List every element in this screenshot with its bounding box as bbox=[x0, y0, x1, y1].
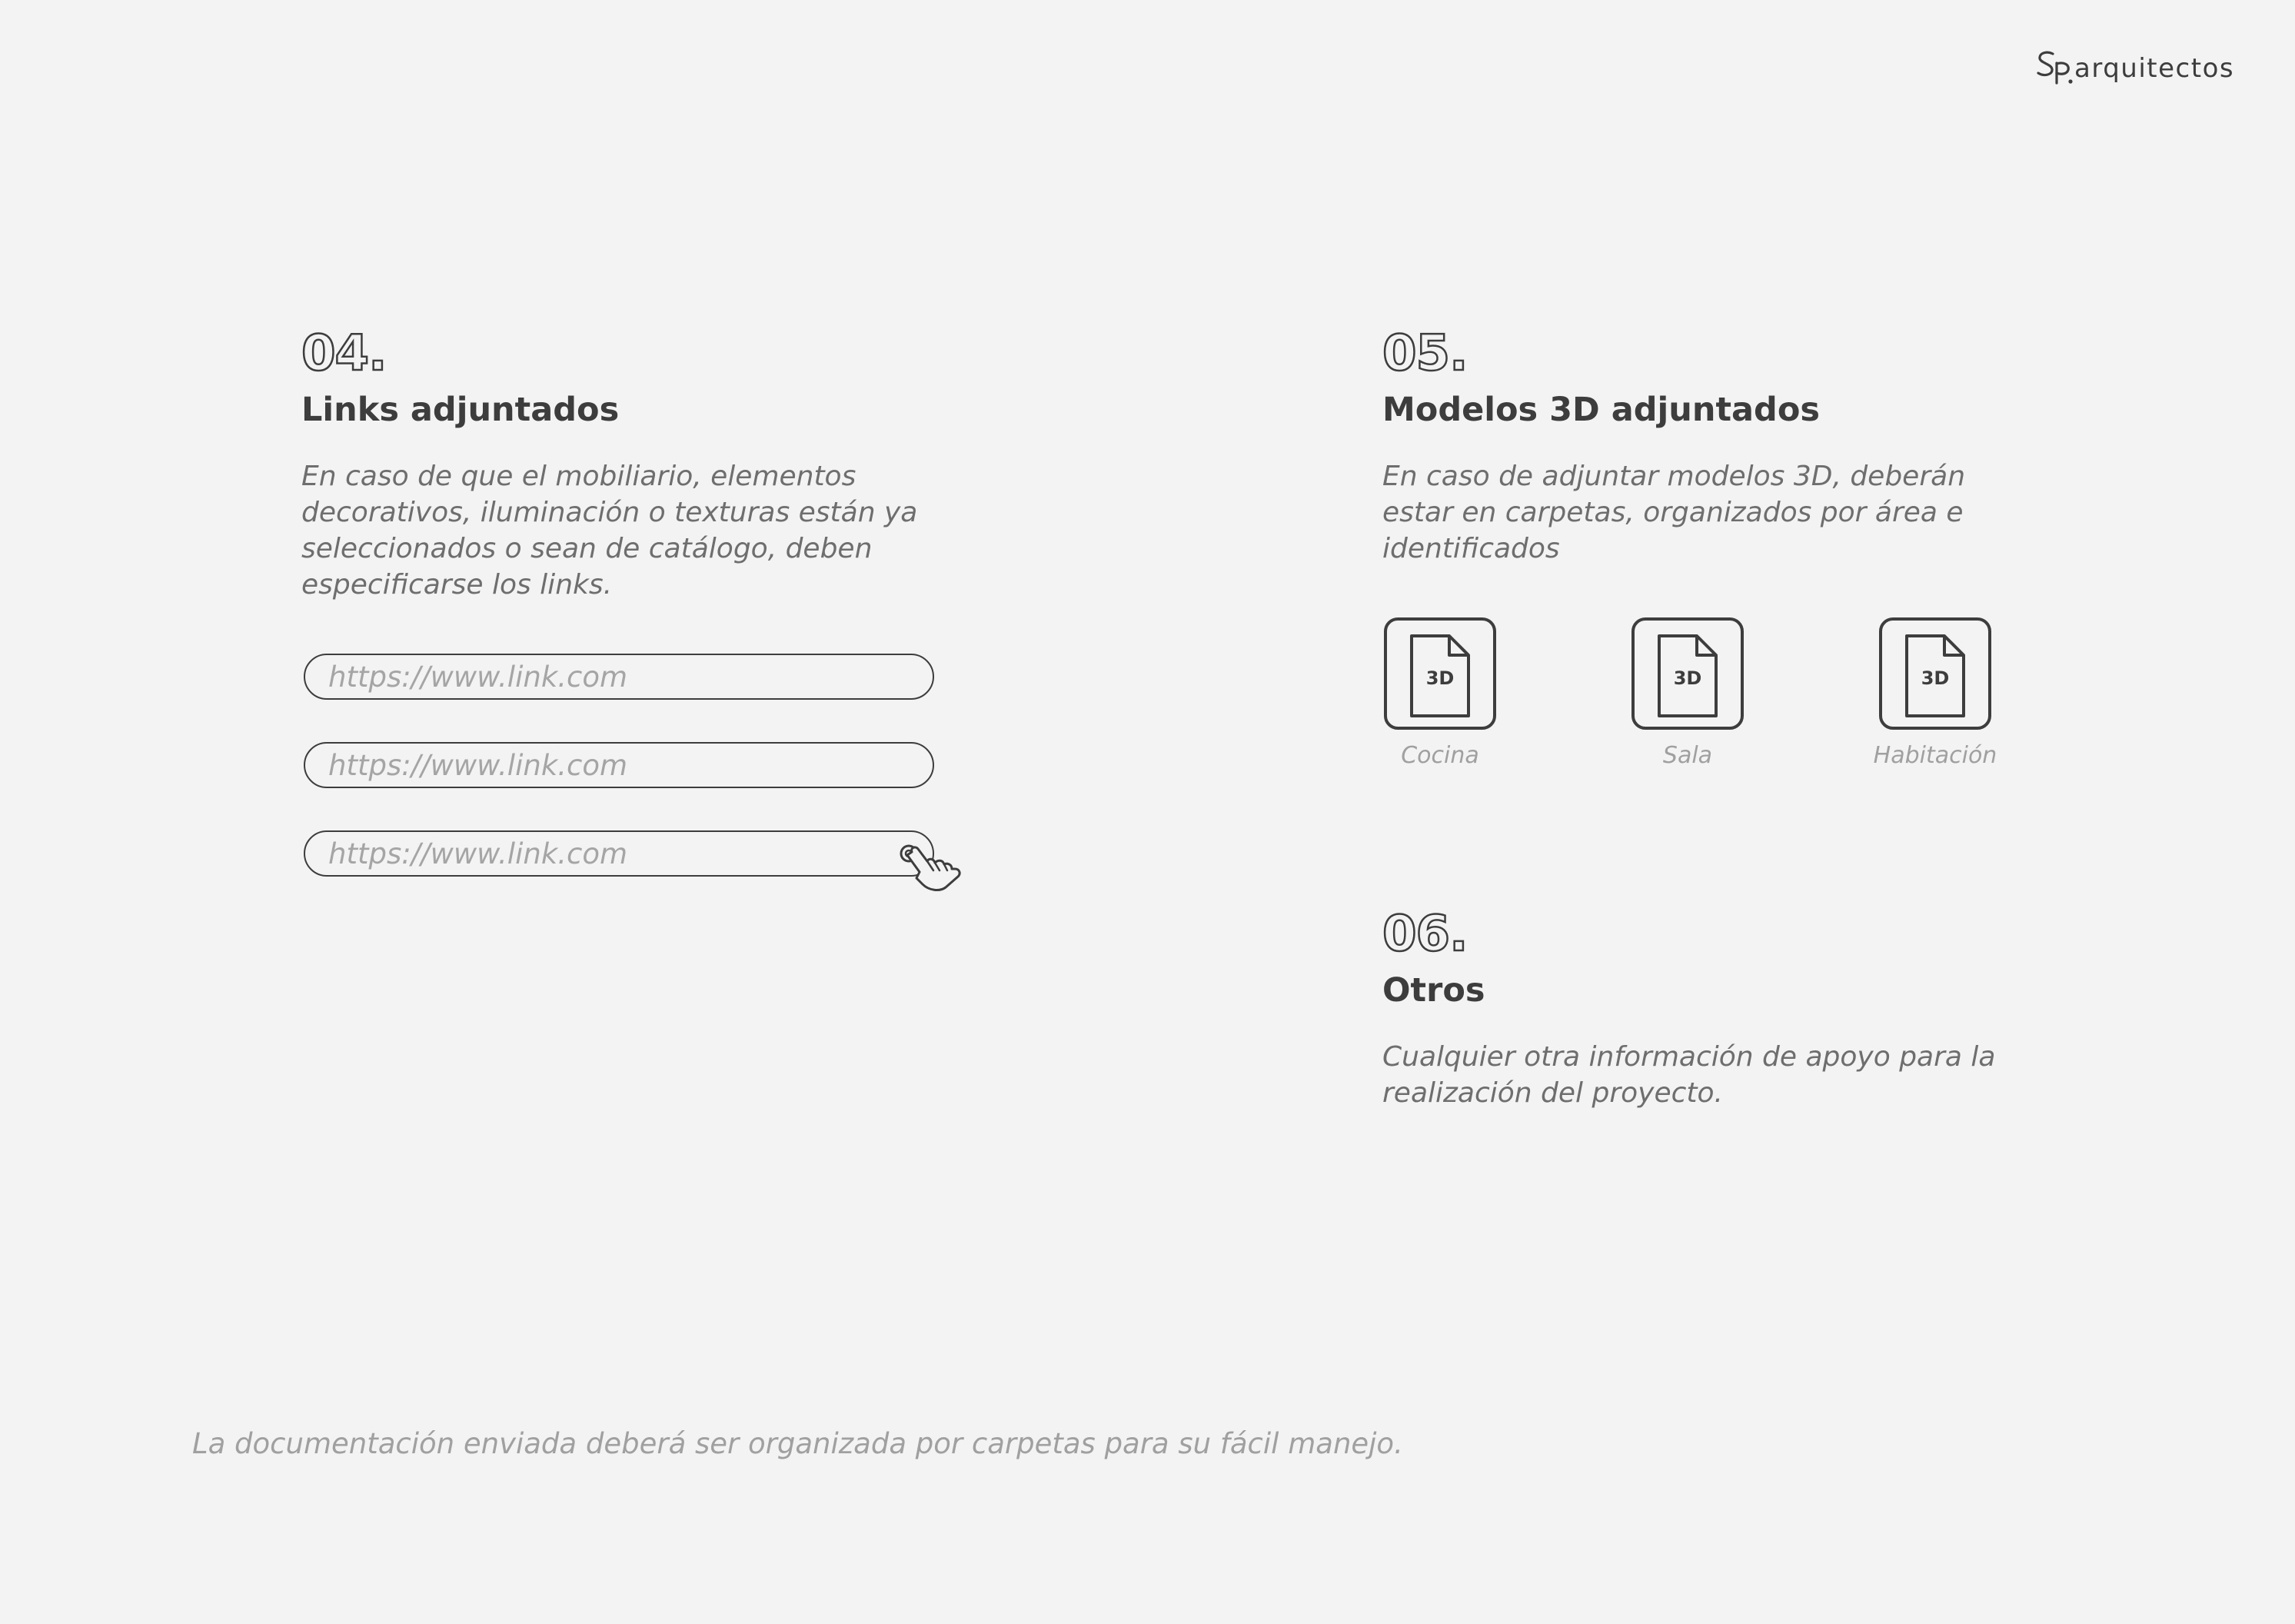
link-placeholder: https://www.link.com bbox=[328, 837, 628, 870]
section-3d-models bbox=[1382, 325, 2044, 567]
section-others bbox=[1382, 906, 2044, 1111]
section-title: Otros bbox=[1382, 971, 1485, 1010]
section-description: En caso de adjuntar modelos 3D, deberán estar en carpetas, organizados por área e identificados bbox=[1382, 460, 1966, 564]
section-title: Modelos 3D adjuntados bbox=[1382, 391, 1820, 429]
section-number: 06. bbox=[1382, 906, 1468, 963]
file-3d-tile[interactable] bbox=[1631, 617, 1744, 730]
file-caption: Habitación bbox=[1873, 742, 1997, 769]
section-title: Links adjuntados bbox=[301, 391, 620, 429]
file-3d-tile[interactable] bbox=[1879, 617, 1991, 730]
file-3d-icon bbox=[1409, 634, 1471, 718]
brand-logo bbox=[2036, 49, 2234, 85]
section-links bbox=[301, 325, 963, 603]
section-description: En caso de que el mobiliario, elementos decorativos, iluminación o texturas están ya seleccionados o sean de catálogo, deben especificarse los links. bbox=[301, 460, 918, 601]
link-placeholder: https://www.link.com bbox=[328, 660, 628, 694]
file-badge: 3D bbox=[1921, 667, 1950, 689]
section-number: 05. bbox=[1382, 325, 1468, 382]
logo-text: arquitectos bbox=[2074, 53, 2235, 84]
footer-note: La documentación enviada deberá ser organizada por carpetas para su fácil manejo. bbox=[192, 1427, 1403, 1460]
file-badge: 3D bbox=[1425, 667, 1455, 689]
file-3d-icon bbox=[1657, 634, 1718, 718]
link-placeholder: https://www.link.com bbox=[328, 748, 628, 782]
section-description: Cualquier otra información de apoyo para la realización del proyecto. bbox=[1382, 1040, 1996, 1109]
file-caption: Cocina bbox=[1401, 742, 1479, 769]
link-input[interactable] bbox=[304, 830, 934, 877]
file-badge: 3D bbox=[1673, 667, 1702, 689]
hand-pointer-icon bbox=[896, 838, 967, 895]
file-caption: Sala bbox=[1662, 742, 1713, 769]
file-3d-tile[interactable] bbox=[1384, 617, 1496, 730]
section-number: 04. bbox=[301, 325, 387, 382]
file-3d-icon bbox=[1904, 634, 1966, 718]
sp-logo-mark-icon bbox=[2036, 49, 2073, 85]
link-input[interactable] bbox=[304, 742, 934, 788]
link-input[interactable] bbox=[304, 654, 934, 700]
